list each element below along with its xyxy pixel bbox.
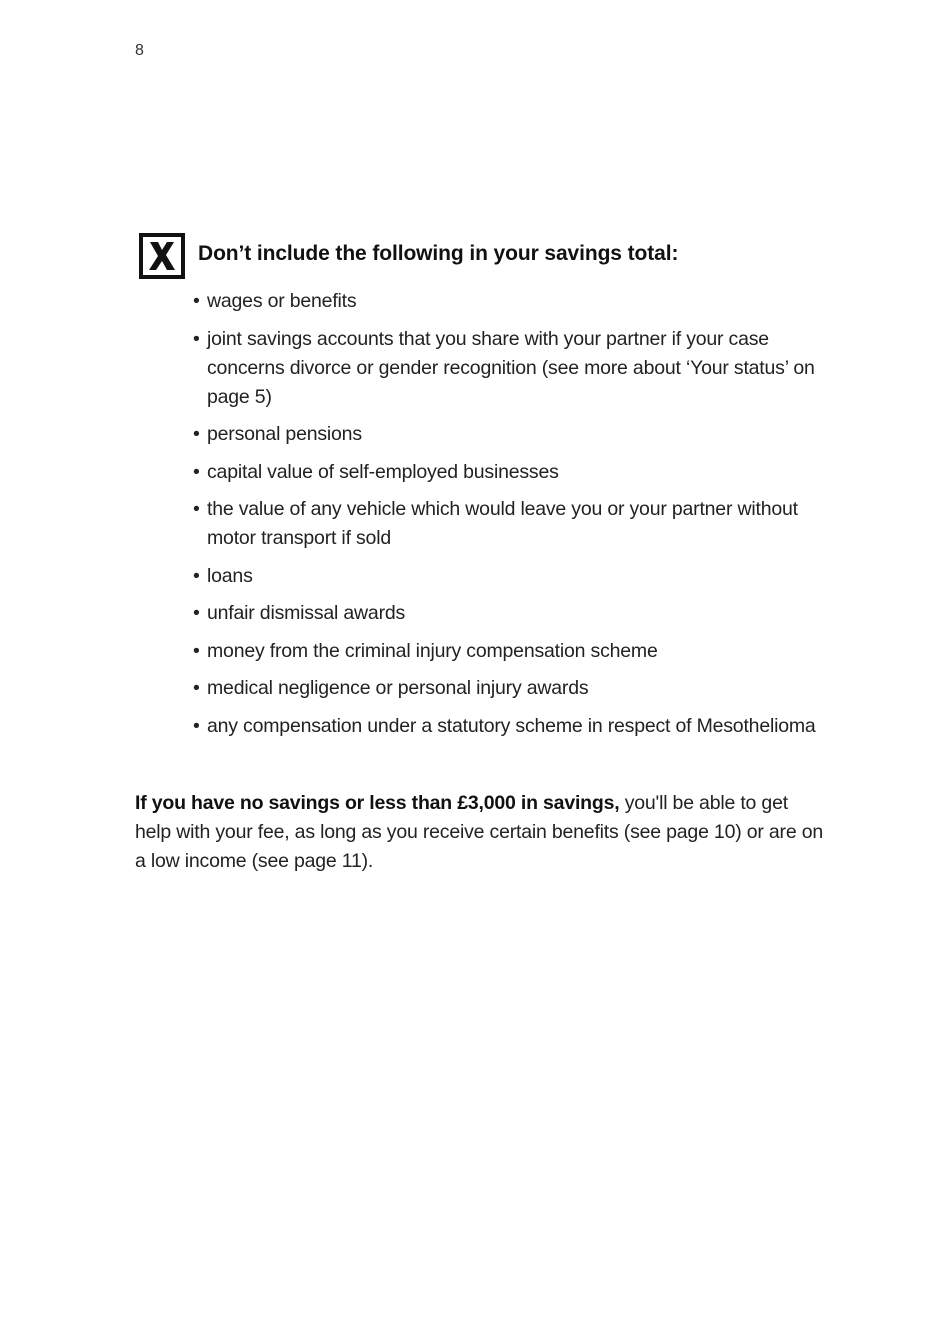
summary-text: you'll be able to get help with your fee, as long as you receive certain benefits (see page 10) or are on a low income (see page 11). (135, 792, 823, 872)
list-item-text: joint savings accounts that you share with your partner if your case concerns divorce or gender recognition (see more about ‘Your status’ on page 5) (207, 327, 815, 408)
list-item: • any compensation under a statutory scheme in respect of Mesothelioma (193, 714, 816, 737)
list-item-text: capital value of self-employed businesses (207, 460, 559, 483)
list-item-text: money from the criminal injury compensation scheme (207, 639, 658, 662)
list-item-text: any compensation under a statutory scheme in respect of Mesothelioma (207, 714, 816, 737)
exclusions-list (193, 287, 823, 749)
list-item-text: unfair dismissal awards (207, 602, 406, 624)
list-item-text: the value of any vehicle which would leave you or your partner without motor transport if sold (207, 498, 798, 549)
cross-box-icon (139, 233, 185, 279)
list-item: • joint savings accounts that you share with your partner if your case concerns divorce or gender recognition (see more about ‘Your status’ on page 5) (193, 327, 815, 408)
list-item-text: loans (207, 564, 253, 587)
list-item: • capital value of self-employed businesses (193, 460, 559, 483)
list-item: • money from the criminal injury compensation scheme (193, 639, 658, 662)
savings-summary (135, 789, 825, 876)
list-item-text: wages or benefits (207, 290, 357, 312)
list-item: • the value of any vehicle which would leave you or your partner without motor transport if sold (193, 498, 798, 549)
exclusions-heading: Don’t include the following in your savings total: (198, 242, 679, 265)
summary-bold-lead: If you have no savings or less than £3,000 in savings, (135, 792, 620, 814)
list-item-text: personal pensions (207, 423, 362, 445)
page-number: 8 (135, 42, 144, 59)
list-item: • personal pensions (193, 423, 362, 445)
list-item: • wages or benefits (193, 290, 357, 312)
list-item-text: medical negligence or personal injury awards (207, 677, 589, 699)
list-item: • medical negligence or personal injury awards (193, 677, 589, 699)
list-item: • loans (193, 564, 253, 587)
list-item: • unfair dismissal awards (193, 602, 406, 624)
